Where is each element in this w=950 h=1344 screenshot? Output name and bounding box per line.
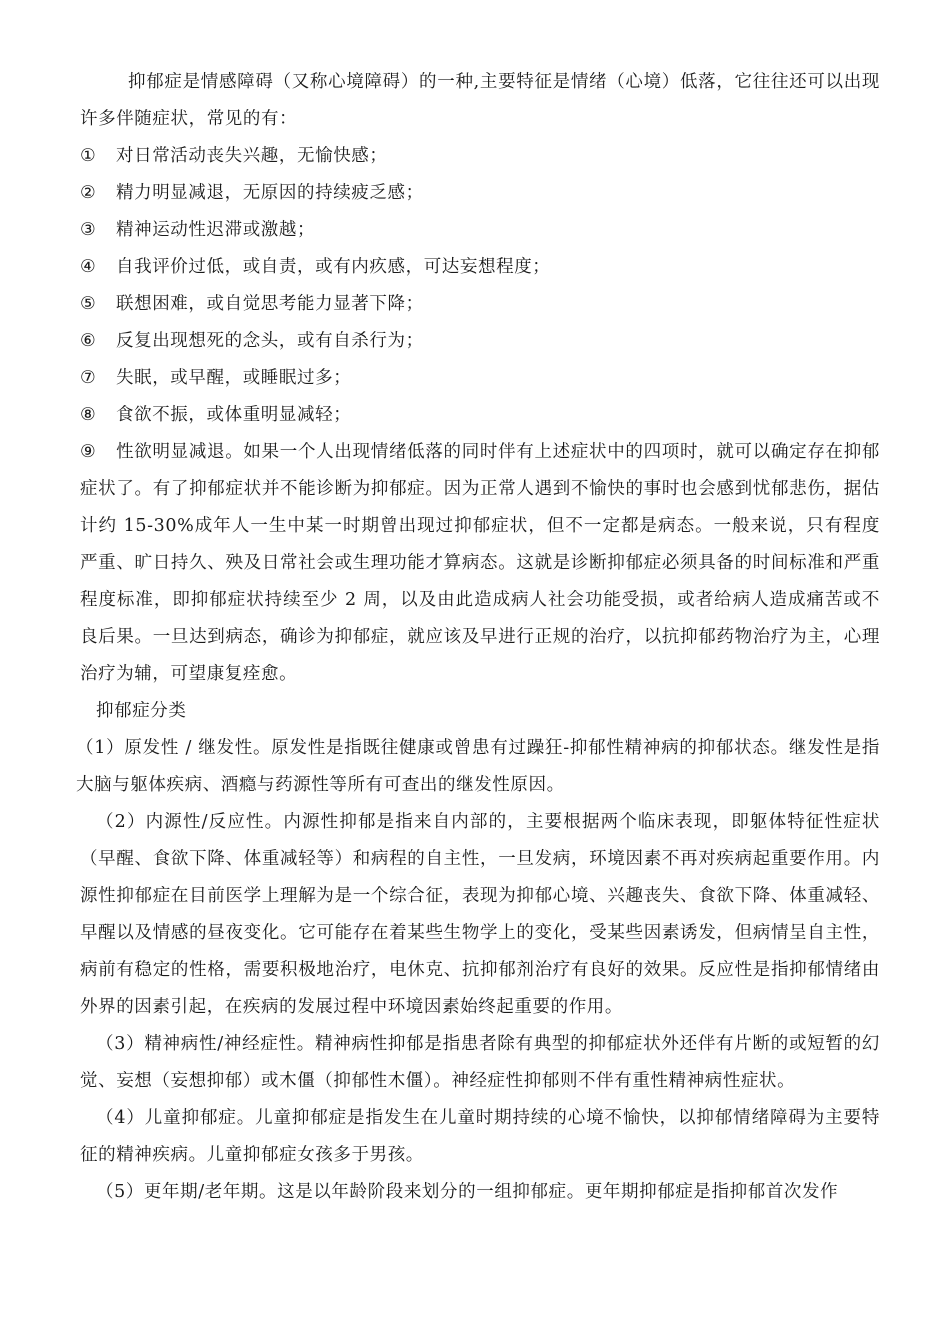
list-text: 性欲明显减退。如果一个人出现情绪低落的同时伴有上述症状中的四项时，就可以确定存在抑郁症状了。有了抑郁症状并不能诊断为抑郁症。因为正常人遇到不愉快的事时也会感到忧郁悲伤，据估计约 15-30%成年人一生中某一时期曾出现过抑郁症状，但不一定都是病态。一般来说，只有程度严重、旷日持久、殃及日常社会或生理功能才算病态。这就是诊断抑郁症必须具备的时间标准和严重程度标准，即抑郁症状持续至少 2 周，以及由此造成病人社会功能受损，或者给病人造成痛苦或不良后果。一旦达到病态，确诊为抑郁症，就应该及早进行正规的治疗，以抗抑郁药物治疗为主，心理治疗为辅，可望康复痊愈。 [80, 442, 880, 684]
list-number: ③ [80, 220, 97, 240]
category-paragraph: （2）内源性/反应性。内源性抑郁是指来自内部的，主要根据两个临床表现，即躯体特征性症状（早醒、食欲下降、体重减轻等）和病程的自主性，一旦发病，环境因素不再对疾病起重要作用。内源性抑郁症在目前医学上理解为是一个综合征，表现为抑郁心境、兴趣丧失、食欲下降、体重减轻、早醒以及情感的昼夜变化。它可能存在着某些生物学上的变化，受某些因素诱发，但病情呈自主性，病前有稳定的性格，需要积极地治疗，电休克、抗抑郁剂治疗有良好的效果。反应性是指抑郁情绪由外界的因素引起，在疾病的发展过程中环境因素始终起重要的作用。 [80, 812, 880, 1017]
category-paragraph: （4）儿童抑郁症。儿童抑郁症是指发生在儿童时期持续的心境不愉快，以抑郁情绪障碍为主要特征的精神疾病。儿童抑郁症女孩多于男孩。 [80, 1108, 880, 1165]
list-item [80, 249, 880, 286]
intro-paragraph: 抑郁症是情感障碍（又称心境障碍）的一种,主要特征是情绪（心境）低落，它往往还可以出现许多伴随症状，常见的有： [80, 72, 880, 129]
section-heading: 抑郁症分类 [96, 701, 187, 721]
list-item [80, 323, 880, 360]
list-item [80, 397, 880, 434]
category-paragraph: （5）更年期/老年期。这是以年龄阶段来划分的一组抑郁症。更年期抑郁症是指抑郁首次发作 [96, 1182, 839, 1202]
list-item [80, 175, 880, 212]
list-text: 反复出现想死的念头，或有自杀行为； [116, 331, 424, 351]
list-number: ⑥ [80, 331, 97, 351]
list-item [80, 212, 880, 249]
list-number: ④ [80, 257, 97, 277]
list-item [80, 286, 880, 323]
category-paragraph: （1）原发性 / 继发性。原发性是指既往健康或曾患有过躁狂-抑郁性精神病的抑郁状态。继发性是指大脑与躯体疾病、酒瘾与药源性等所有可查出的继发性原因。 [76, 738, 880, 795]
list-item [80, 138, 880, 175]
list-text: 食欲不振，或体重明显减轻； [116, 405, 352, 425]
category-paragraph: （3）精神病性/神经症性。精神病性抑郁是指患者除有典型的抑郁症状外还伴有片断的或短暂的幻觉、妄想（妄想抑郁）或木僵（抑郁性木僵）。神经症性抑郁则不伴有重性精神病性症状。 [80, 1034, 880, 1091]
symptom-list [80, 138, 880, 693]
list-number: ⑤ [80, 294, 97, 314]
list-number: ② [80, 183, 97, 203]
list-number: ⑧ [80, 405, 97, 425]
list-number: ① [80, 146, 97, 166]
list-text: 精神运动性迟滞或激越； [116, 220, 316, 240]
list-text: 联想困难，或自觉思考能力显著下降； [116, 294, 424, 314]
list-number: ⑦ [80, 368, 97, 388]
list-text: 精力明显减退，无原因的持续疲乏感； [116, 183, 424, 203]
list-text: 自我评价过低，或自责，或有内疚感，可达妄想程度； [116, 257, 551, 277]
list-text: 对日常活动丧失兴趣，无愉快感； [116, 146, 388, 166]
list-item-long [80, 434, 880, 693]
list-number: ⑨ [80, 442, 97, 462]
document-page [76, 64, 880, 1211]
list-text: 失眠，或早醒，或睡眠过多； [116, 368, 352, 388]
list-item [80, 360, 880, 397]
